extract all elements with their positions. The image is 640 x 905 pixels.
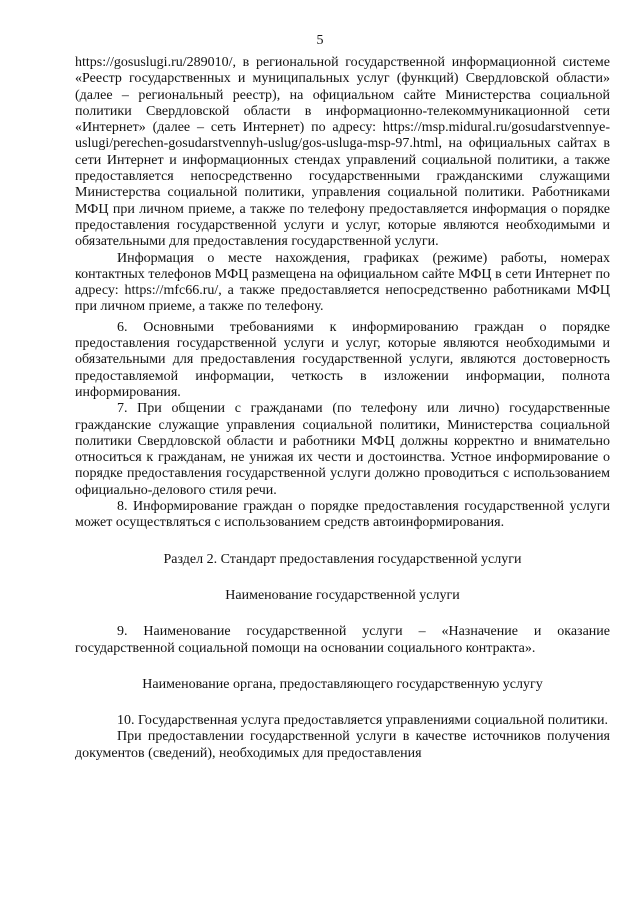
paragraph-info-sources: https://gosuslugi.ru/289010/, в региональной государственной информационной системе «Реестр государственных и муниципальных услуг (функций) Свердловской области» (далее – региональный реестр), на официальном сайте Министерства социальной политики Свердловской области в информационно-телекоммуникационной сети «Интернет» (далее – сеть Интернет) по адресу: https://msp.midural.ru/gosudarstvennye-uslugi/perechen-gosudarstvennyh-uslug/gos-usluga-msp-97.html, на официальных сайтах в сети Интернет и информационных стендах управлений социальной политики, а также предоставляется непосредственно государственными гражданскими служащими Министерства социальной политики, управления социальной политики. Работниками МФЦ при личном приеме, а также по телефону предоставляется информация о порядке предоставления государственной услуги и услуг, которые являются необходимыми и обязательными для предоставления государственной услуги.: [75, 55, 610, 250]
paragraph-sources: При предоставлении государственной услуги в качестве источников получения документов (сведений), необходимых для предоставления: [75, 729, 610, 761]
paragraph-item-9: 9. Наименование государственной услуги – «Назначение и оказание государственной социальной помощи на основании социального контракта».: [75, 624, 610, 656]
document-body: [75, 55, 610, 762]
paragraph-item-6: 6. Основными требованиями к информированию граждан о порядке предоставления государственной услуги и услуг, которые являются необходимыми и обязательными для предоставления государственной услуги, являются достоверность предоставляемой информации, четкость в изложении информации, полнота информирования.: [75, 319, 610, 400]
page-number: 5: [316, 33, 324, 48]
section-heading: Раздел 2. Стандарт предоставления государственной услуги: [163, 551, 522, 567]
paragraph-item-7: 7. При общении с гражданами (по телефону или лично) государственные гражданские служащие управления социальной политики, Министерства социальной политики Свердловской области и работники МФЦ должны корректно и внимательно относиться к гражданам, не унижая их чести и достоинства. Устное информирование о порядке предоставления государственной услуги должно проводиться с использованием официально-делового стиля речи.: [75, 401, 610, 498]
paragraph-mfc-info: Информация о месте нахождения, графиках (режиме) работы, номерах контактных телефонов МФЦ размещена на официальном сайте МФЦ в сети Интернет по адресу: https://mfc66.ru/, а также предоставляется непосредственно работниками МФЦ при личном приеме, а также по телефону.: [75, 250, 610, 315]
subheading-authority: Наименование органа, предоставляющего государственную услугу: [142, 676, 543, 692]
subheading-service-name: Наименование государственной услуги: [225, 587, 460, 603]
paragraph-item-10: 10. Государственная услуга предоставляется управлениями социальной политики.: [117, 713, 608, 729]
paragraph-item-8: 8. Информирование граждан о порядке предоставления государственной услуги может осуществляться с использованием средств автоинформирования.: [75, 499, 610, 531]
